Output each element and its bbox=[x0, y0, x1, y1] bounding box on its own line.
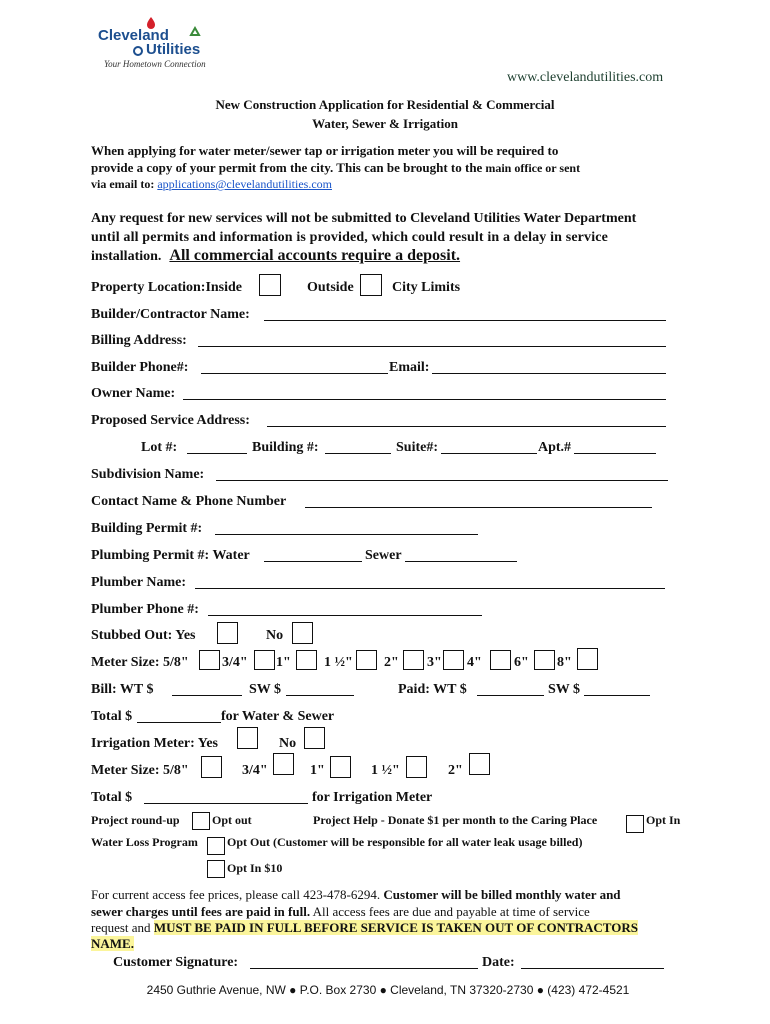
contact-input[interactable] bbox=[305, 507, 652, 508]
apt-input[interactable] bbox=[574, 453, 656, 454]
meter-3-label: 3" bbox=[427, 655, 442, 670]
subdivision-input[interactable] bbox=[216, 480, 668, 481]
roundup-opt-out-label: Opt out bbox=[212, 813, 252, 827]
meter-8-checkbox[interactable] bbox=[577, 648, 598, 670]
bill-wt-label: Bill: WT $ bbox=[91, 682, 154, 697]
irr-meter-1half-checkbox[interactable] bbox=[406, 756, 427, 778]
fees-line4 bbox=[91, 936, 134, 952]
plumbing-permit-label: Plumbing Permit #: Water bbox=[91, 548, 250, 563]
project-help-opt-in-label: Opt In bbox=[646, 813, 681, 827]
total-input[interactable] bbox=[137, 722, 221, 723]
irrigation-no-checkbox[interactable] bbox=[304, 727, 325, 749]
fees-line3-normal: request and bbox=[91, 920, 154, 935]
email-input[interactable] bbox=[432, 373, 666, 374]
owner-input[interactable] bbox=[183, 399, 666, 400]
irr-meter-1half-label: 1 ½" bbox=[371, 763, 400, 778]
date-label: Date: bbox=[482, 955, 515, 970]
meter-6-label: 6" bbox=[514, 655, 529, 670]
irrigation-meter-label: Irrigation Meter: Yes bbox=[91, 736, 218, 751]
total-label: Total $ bbox=[91, 709, 133, 724]
company-logo bbox=[96, 18, 246, 68]
city-limits-label: City Limits bbox=[392, 280, 461, 295]
irr-meter-34-label: 3/4" bbox=[242, 763, 268, 778]
building-permit-label: Building Permit #: bbox=[91, 521, 203, 536]
building-permit-input[interactable] bbox=[215, 534, 478, 535]
roundup-opt-out-checkbox[interactable] bbox=[192, 812, 210, 830]
suite-label: Suite#: bbox=[396, 440, 438, 455]
water-loss-opt-out-checkbox[interactable] bbox=[207, 837, 225, 855]
building-input[interactable] bbox=[325, 453, 391, 454]
footer-address: 2450 Guthrie Avenue, NW ● P.O. Box 2730 ● Cleveland, TN 37320-2730 ● (423) 472-4521 bbox=[146, 983, 630, 997]
building-label: Building #: bbox=[252, 440, 319, 455]
fees-line3-highlight: MUST BE PAID IN FULL BEFORE SERVICE IS TAKEN OUT OF CONTRACTORS bbox=[153, 920, 638, 935]
stubbed-out-label: Stubbed Out: Yes bbox=[91, 628, 196, 643]
meter-3-checkbox[interactable] bbox=[443, 650, 464, 670]
logo-tagline: Your Hometown Connection bbox=[104, 59, 206, 69]
intro-email-prefix: via email to: bbox=[91, 177, 158, 191]
bill-sw-label: SW $ bbox=[249, 682, 282, 697]
water-drop-icon bbox=[132, 45, 144, 57]
meter-8-label: 8" bbox=[557, 655, 572, 670]
date-input[interactable] bbox=[521, 968, 664, 969]
irr-total-label: Total $ bbox=[91, 790, 133, 805]
lot-input[interactable] bbox=[187, 453, 247, 454]
irr-meter-2-label: 2" bbox=[448, 763, 463, 778]
water-loss-opt-out-label: Opt Out (Customer will be responsible for all water leak usage billed) bbox=[227, 835, 583, 849]
irr-total-input[interactable] bbox=[144, 803, 308, 804]
meter-6-checkbox[interactable] bbox=[534, 650, 555, 670]
irrigation-yes-checkbox[interactable] bbox=[237, 727, 258, 749]
billing-input[interactable] bbox=[198, 346, 666, 347]
notice-line2: until all permits and information is provided, which could result in a delay in service bbox=[91, 230, 608, 245]
for-water-sewer-label: for Water & Sewer bbox=[221, 709, 335, 724]
fees-line2 bbox=[91, 904, 590, 920]
project-help-opt-in-checkbox[interactable] bbox=[626, 815, 644, 833]
plumber-phone-input[interactable] bbox=[208, 615, 482, 616]
paid-wt-label: Paid: WT $ bbox=[398, 682, 467, 697]
sewer-label: Sewer bbox=[365, 548, 402, 563]
intro-line3 bbox=[91, 177, 332, 192]
water-loss-label: Water Loss Program bbox=[91, 835, 198, 849]
plumber-name-input[interactable] bbox=[195, 588, 665, 589]
proposed-address-input[interactable] bbox=[267, 426, 666, 427]
water-loss-opt-in-label: Opt In $10 bbox=[227, 861, 283, 875]
fees-line4-highlight: NAME. bbox=[91, 936, 134, 951]
builder-phone-input[interactable] bbox=[201, 373, 388, 374]
contact-label: Contact Name & Phone Number bbox=[91, 494, 287, 509]
irr-meter-1-label: 1" bbox=[310, 763, 325, 778]
suite-input[interactable] bbox=[441, 453, 537, 454]
project-help-label: Project Help - Donate $1 per month to the Caring Place bbox=[313, 813, 598, 827]
apt-label: Apt.# bbox=[538, 440, 572, 455]
meter-34-label: 3/4" bbox=[222, 655, 248, 670]
plumbing-sewer-input[interactable] bbox=[405, 561, 517, 562]
notice-line3 bbox=[91, 247, 460, 265]
meter-1half-label: 1 ½" bbox=[324, 655, 353, 670]
email-label: Email: bbox=[389, 360, 430, 375]
fees-line1-normal: For current access fee prices, please call 423-478-6294. bbox=[91, 887, 384, 902]
meter-1-checkbox[interactable] bbox=[296, 650, 317, 670]
form-title-line2: Water, Sewer & Irrigation bbox=[312, 116, 458, 131]
form-title-line1: New Construction Application for Residential & Commercial bbox=[215, 97, 555, 112]
irr-meter-size-label: Meter Size: 5/8" bbox=[91, 763, 189, 778]
builder-input[interactable] bbox=[264, 320, 666, 321]
intro-line1: When applying for water meter/sewer tap or irrigation meter you will be required to bbox=[91, 143, 559, 158]
stubbed-no-label: No bbox=[266, 628, 284, 643]
plumber-name-label: Plumber Name: bbox=[91, 575, 186, 590]
meter-2-checkbox[interactable] bbox=[403, 650, 424, 670]
notice-line1: Any request for new services will not be submitted to Cleveland Utilities Water Department bbox=[91, 211, 637, 226]
owner-label: Owner Name: bbox=[91, 386, 176, 401]
fees-line2-bold: sewer charges until fees are paid in full. bbox=[91, 904, 311, 919]
irr-meter-2-checkbox[interactable] bbox=[469, 753, 490, 775]
recycle-leaf-icon bbox=[187, 26, 203, 42]
email-link[interactable]: applications@clevelandutilities.com bbox=[157, 177, 332, 191]
fees-line1 bbox=[91, 887, 621, 903]
for-irrigation-label: for Irrigation Meter bbox=[312, 790, 433, 805]
intro-line2 bbox=[91, 160, 580, 176]
paid-sw-label: SW $ bbox=[548, 682, 581, 697]
bill-sw-input[interactable] bbox=[286, 695, 354, 696]
builder-label: Builder/Contractor Name: bbox=[91, 307, 250, 322]
plumber-phone-label: Plumber Phone #: bbox=[91, 602, 199, 617]
meter-2-label: 2" bbox=[384, 655, 399, 670]
logo-line2: Utilities bbox=[146, 41, 201, 58]
paid-wt-input[interactable] bbox=[477, 695, 544, 696]
builder-phone-label: Builder Phone#: bbox=[91, 360, 189, 375]
customer-signature-label: Customer Signature: bbox=[113, 955, 239, 970]
intro-line2-tail: main office or sent bbox=[482, 161, 581, 175]
logo-line1: Cleveland bbox=[98, 27, 169, 44]
billing-label: Billing Address: bbox=[91, 333, 187, 348]
inside-checkbox[interactable] bbox=[259, 274, 281, 296]
plumbing-water-input[interactable] bbox=[264, 561, 362, 562]
outside-checkbox[interactable] bbox=[360, 274, 382, 296]
paid-sw-input[interactable] bbox=[584, 695, 650, 696]
meter-4-checkbox[interactable] bbox=[490, 650, 511, 670]
meter-size-label: Meter Size: 5/8" bbox=[91, 655, 189, 670]
fees-line3 bbox=[91, 920, 638, 936]
subdivision-label: Subdivision Name: bbox=[91, 467, 205, 482]
deposit-notice: All commercial accounts require a deposit. bbox=[169, 247, 461, 264]
lot-label: Lot #: bbox=[141, 440, 178, 455]
irr-meter-34-checkbox[interactable] bbox=[273, 753, 294, 775]
stubbed-no-checkbox[interactable] bbox=[292, 622, 313, 644]
meter-1half-checkbox[interactable] bbox=[356, 650, 377, 670]
irrigation-no-label: No bbox=[279, 736, 297, 751]
meter-1-label: 1" bbox=[276, 655, 291, 670]
meter-4-label: 4" bbox=[467, 655, 482, 670]
meter-34-checkbox[interactable] bbox=[254, 650, 275, 670]
outside-label: Outside bbox=[307, 280, 354, 295]
roundup-label: Project round-up bbox=[91, 813, 180, 827]
fees-line1-bold: Customer will be billed monthly water and bbox=[383, 887, 621, 902]
customer-signature-input[interactable] bbox=[250, 968, 478, 969]
meter-58-checkbox[interactable] bbox=[199, 650, 220, 670]
notice-installation: installation. bbox=[91, 249, 162, 264]
intro-line2-bold: provide a copy of your permit from the city. This can be brought to the bbox=[91, 160, 483, 175]
proposed-address-label: Proposed Service Address: bbox=[91, 413, 250, 428]
irr-meter-58-checkbox[interactable] bbox=[201, 756, 222, 778]
website-url[interactable]: www.clevelandutilities.com bbox=[507, 70, 664, 85]
water-loss-opt-in-checkbox[interactable] bbox=[207, 860, 225, 878]
irr-meter-1-checkbox[interactable] bbox=[330, 756, 351, 778]
bill-wt-input[interactable] bbox=[172, 695, 242, 696]
stubbed-yes-checkbox[interactable] bbox=[217, 622, 238, 644]
property-location-label: Property Location:Inside bbox=[91, 280, 243, 295]
fees-line2-normal: All access fees are due and payable at time of service bbox=[310, 904, 590, 919]
